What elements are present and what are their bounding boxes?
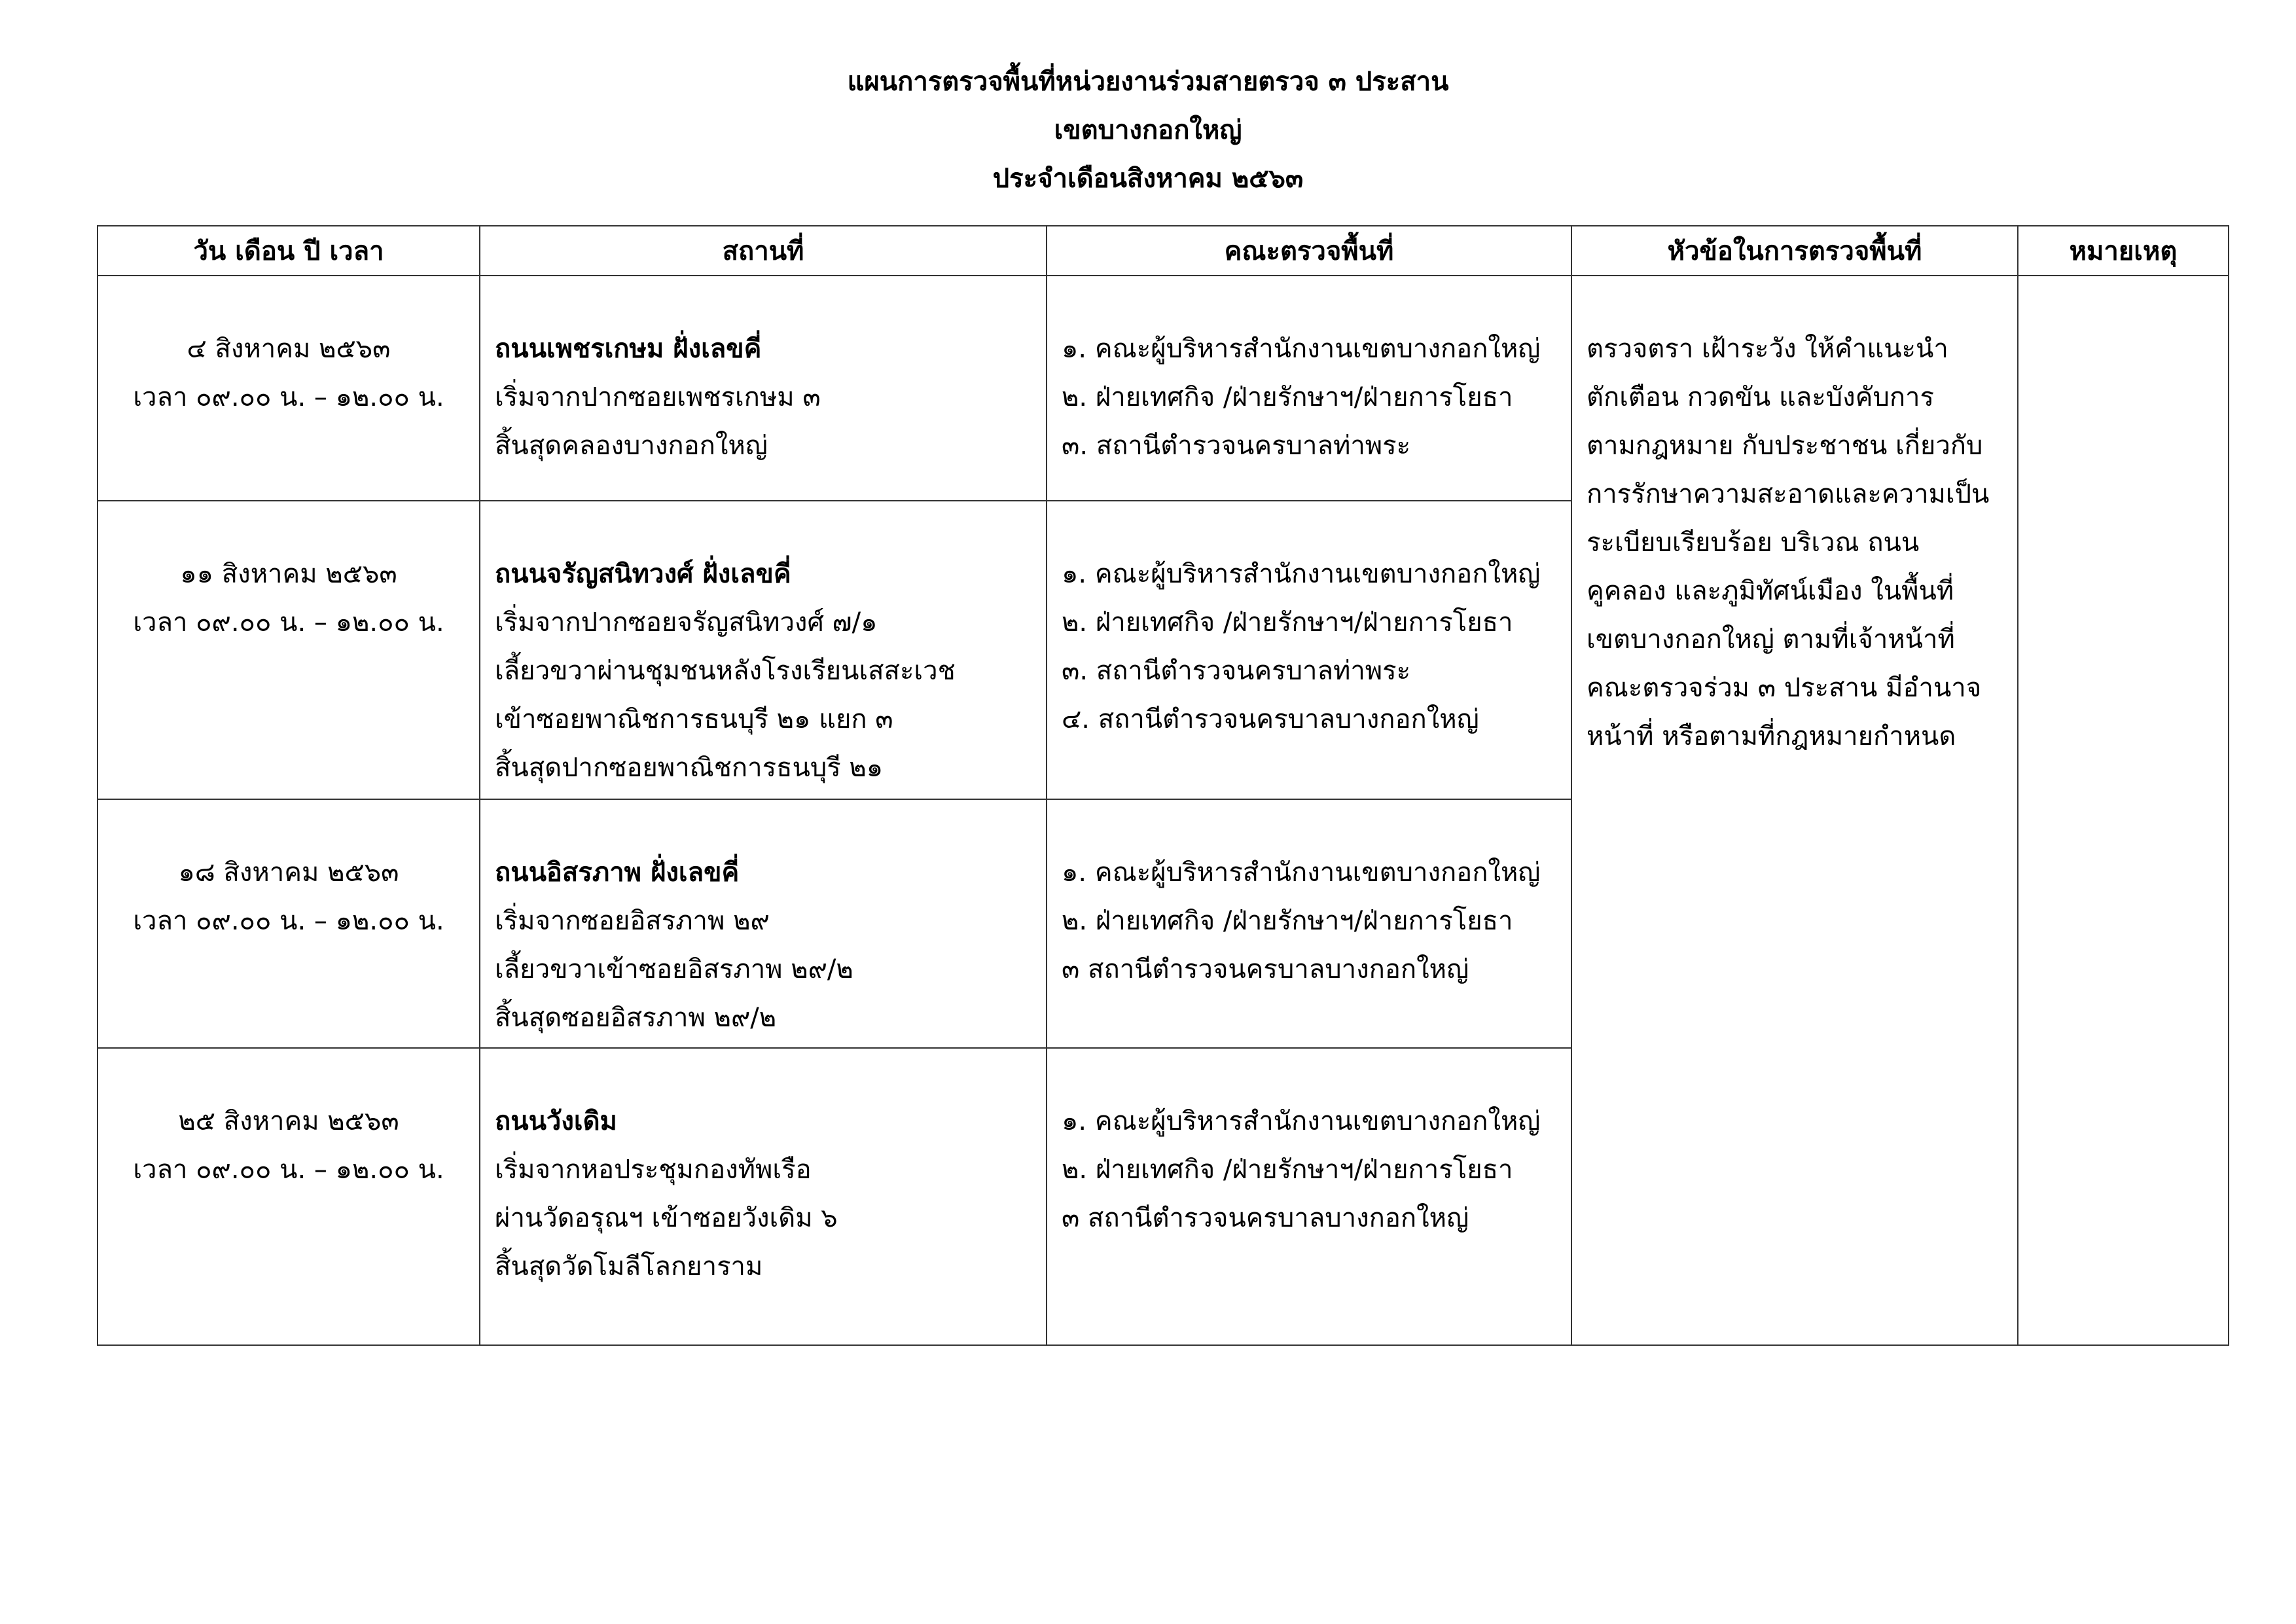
inspection-topic-cell (1571, 276, 2018, 1345)
topic-line: เขตบางกอกใหญ่ ตามที่เจ้าหน้าที่ (1587, 624, 1955, 655)
place-line: ผ่านวัดอรุณฯ เข้าซอยวังเดิม ๖ (495, 1203, 838, 1233)
inspection-time: เวลา ๐๙.๐๐ น. – ๑๒.๐๐ น. (133, 906, 444, 936)
place-name: ถนนวังเดิม (495, 1106, 617, 1136)
team-line: ๓ สถานีตำรวจนครบาลบางกอกใหญ่ (1062, 954, 1469, 984)
header-date: วัน เดือน ปี เวลา (98, 226, 480, 276)
table-header-row (98, 226, 2229, 276)
place-line: สิ้นสุดคลองบางกอกใหญ่ (495, 431, 768, 461)
place-name: ถนนอิสรภาพ ฝั่งเลขคี่ (495, 857, 740, 888)
document-period: ประจำเดือนสิงหาคม ๒๕๖๓ (992, 164, 1304, 194)
topic-line: คูคลอง และภูมิทัศน์เมือง ในพื้นที่ (1587, 576, 1954, 606)
team-cell (1047, 501, 1571, 799)
inspection-date: ๑๘ สิงหาคม ๒๕๖๓ (178, 857, 399, 888)
team-line: ๓. สถานีตำรวจนครบาลท่าพระ (1062, 656, 1411, 686)
place-cell (480, 501, 1047, 799)
topic-line: ตามกฎหมาย กับประชาชน เกี่ยวกับ (1587, 431, 1983, 461)
team-line: ๑. คณะผู้บริหารสำนักงานเขตบางกอกใหญ่ (1062, 1106, 1541, 1136)
note-cell (2018, 276, 2229, 1345)
document-title: แผนการตรวจพื้นที่หน่วยงานร่วมสายตรวจ ๓ ประสาน (847, 67, 1449, 97)
inspection-plan-table (97, 225, 2229, 1346)
table-row (98, 276, 2229, 501)
team-cell (1047, 799, 1571, 1048)
topic-line: ระเบียบเรียบร้อย บริเวณ ถนน (1587, 528, 1920, 558)
place-line: เริ่มจากหอประชุมกองทัพเรือ (495, 1155, 812, 1185)
date-cell (98, 1048, 480, 1345)
date-cell (98, 501, 480, 799)
topic-line: การรักษาความสะอาดและความเป็น (1587, 479, 1990, 509)
team-line: ๒. ฝ่ายเทศกิจ /ฝ่ายรักษาฯ/ฝ่ายการโยธา (1062, 382, 1513, 412)
place-cell (480, 276, 1047, 501)
place-line: เข้าซอยพาณิชการธนบุรี ๒๑ แยก ๓ (495, 704, 893, 734)
place-name: ถนนจรัญสนิทวงศ์ ฝั่งเลขคี่ (495, 559, 791, 589)
header-note: หมายเหตุ (2018, 226, 2229, 276)
date-cell (98, 276, 480, 501)
team-cell (1047, 1048, 1571, 1345)
date-cell (98, 799, 480, 1048)
inspection-time: เวลา ๐๙.๐๐ น. – ๑๒.๐๐ น. (133, 607, 444, 638)
topic-line: ตรวจตรา เฝ้าระวัง ให้คำแนะนำ (1587, 334, 1948, 364)
inspection-date: ๔ สิงหาคม ๒๕๖๓ (187, 334, 391, 364)
place-line: เริ่มจากปากซอยจรัญสนิทวงศ์ ๗/๑ (495, 607, 878, 638)
place-line: สิ้นสุดซอยอิสรภาพ ๒๙/๒ (495, 1003, 777, 1033)
place-cell (480, 799, 1047, 1048)
team-line: ๑. คณะผู้บริหารสำนักงานเขตบางกอกใหญ่ (1062, 857, 1541, 888)
place-line: เริ่มจากปากซอยเพชรเกษม ๓ (495, 382, 821, 412)
document-district: เขตบางกอกใหญ่ (1054, 115, 1242, 145)
inspection-time: เวลา ๐๙.๐๐ น. – ๑๒.๐๐ น. (133, 382, 444, 412)
place-line: สิ้นสุดปากซอยพาณิชการธนบุรี ๒๑ (495, 753, 884, 783)
inspection-date: ๑๑ สิงหาคม ๒๕๖๓ (180, 559, 397, 589)
team-line: ๓ สถานีตำรวจนครบาลบางกอกใหญ่ (1062, 1203, 1469, 1233)
document-title-block (0, 58, 2296, 203)
place-name: ถนนเพชรเกษม ฝั่งเลขคี่ (495, 334, 762, 364)
place-line: สิ้นสุดวัดโมลีโลกยาราม (495, 1252, 763, 1282)
header-topic: หัวข้อในการตรวจพื้นที่ (1571, 226, 2018, 276)
header-place: สถานที่ (480, 226, 1047, 276)
place-line: เริ่มจากซอยอิสรภาพ ๒๙ (495, 906, 770, 936)
topic-line: ตักเตือน กวดขัน และบังคับการ (1587, 382, 1934, 412)
team-line: ๑. คณะผู้บริหารสำนักงานเขตบางกอกใหญ่ (1062, 559, 1541, 589)
topic-line: คณะตรวจร่วม ๓ ประสาน มีอำนาจ (1587, 673, 1982, 703)
inspection-date: ๒๕ สิงหาคม ๒๕๖๓ (178, 1106, 399, 1136)
team-line: ๒. ฝ่ายเทศกิจ /ฝ่ายรักษาฯ/ฝ่ายการโยธา (1062, 1155, 1513, 1185)
team-cell (1047, 276, 1571, 501)
place-line: เลี้ยวขวาผ่านชุมชนหลังโรงเรียนเสสะเวช (495, 656, 956, 686)
team-line: ๔. สถานีตำรวจนครบาลบางกอกใหญ่ (1062, 704, 1479, 734)
inspection-time: เวลา ๐๙.๐๐ น. – ๑๒.๐๐ น. (133, 1155, 444, 1185)
team-line: ๒. ฝ่ายเทศกิจ /ฝ่ายรักษาฯ/ฝ่ายการโยธา (1062, 906, 1513, 936)
header-team: คณะตรวจพื้นที่ (1047, 226, 1571, 276)
place-line: เลี้ยวขวาเข้าซอยอิสรภาพ ๒๙/๒ (495, 954, 853, 984)
team-line: ๓. สถานีตำรวจนครบาลท่าพระ (1062, 431, 1411, 461)
place-cell (480, 1048, 1047, 1345)
team-line: ๑. คณะผู้บริหารสำนักงานเขตบางกอกใหญ่ (1062, 334, 1541, 364)
topic-line: หน้าที่ หรือตามที่กฎหมายกำหนด (1587, 721, 1956, 751)
team-line: ๒. ฝ่ายเทศกิจ /ฝ่ายรักษาฯ/ฝ่ายการโยธา (1062, 607, 1513, 638)
